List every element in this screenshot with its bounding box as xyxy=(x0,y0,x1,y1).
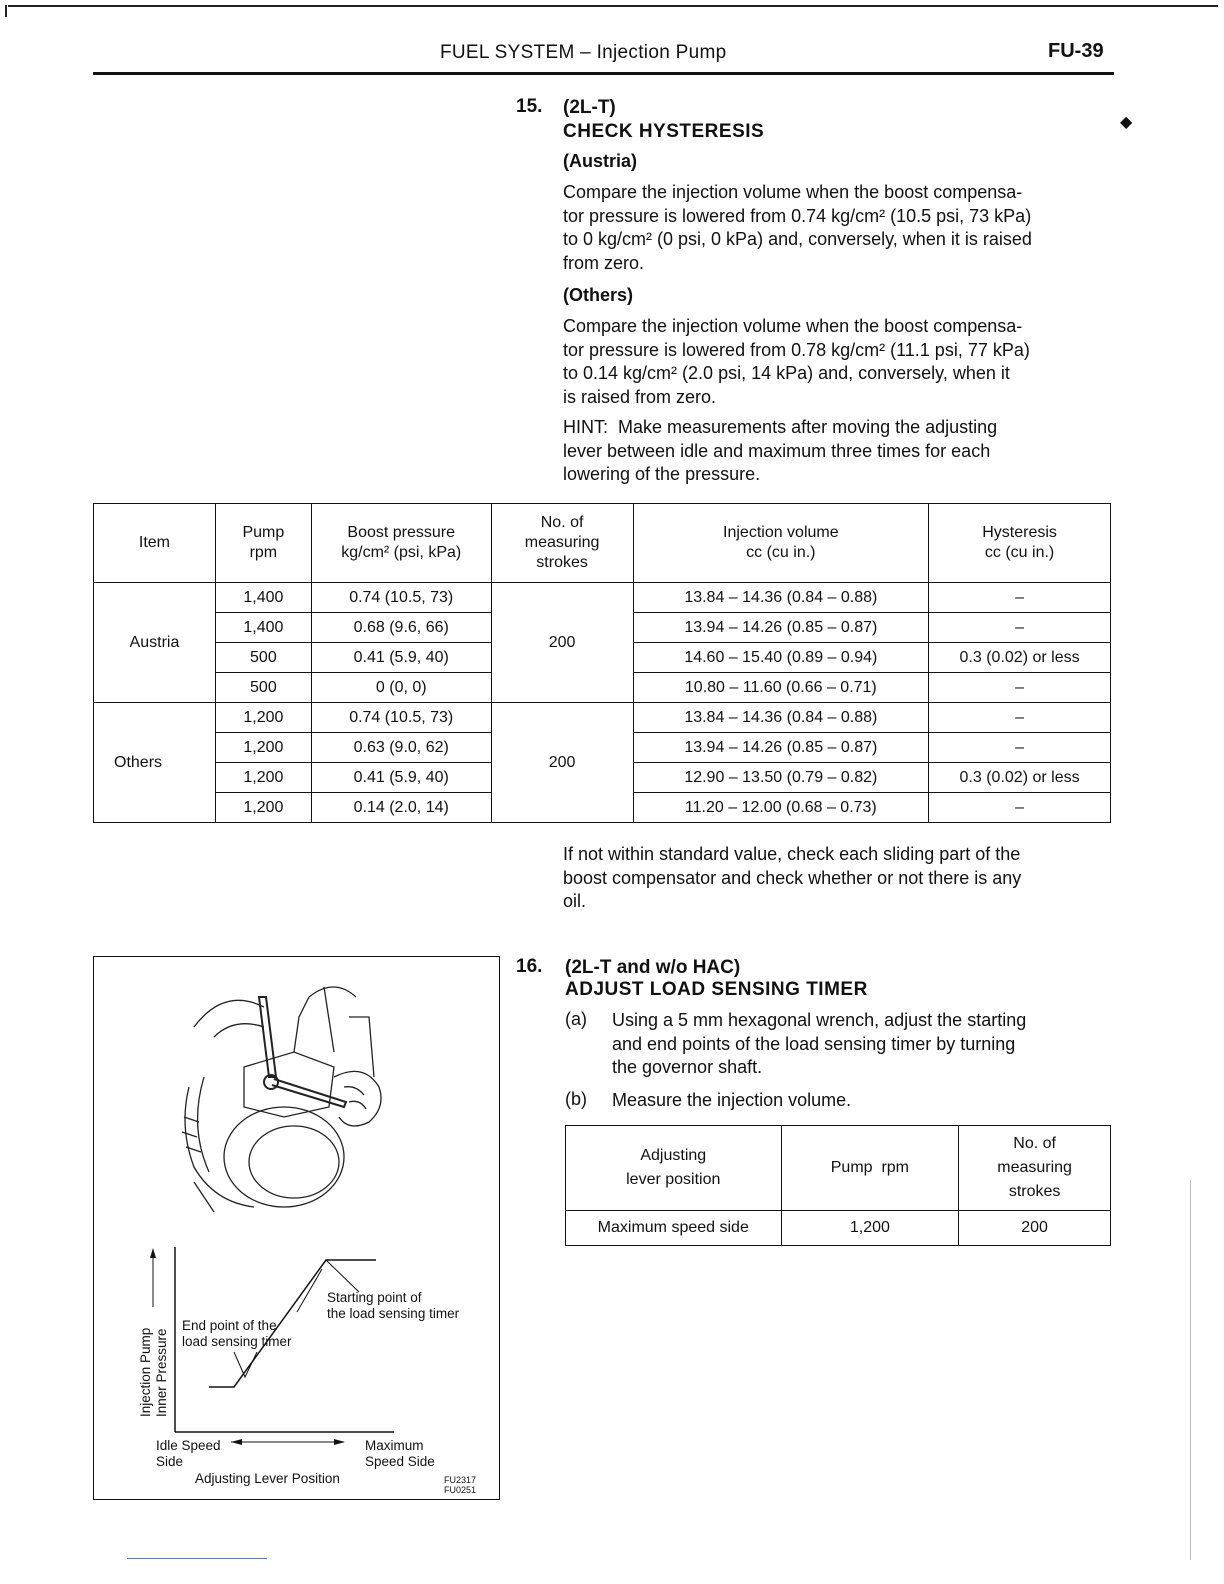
cell-boost: 0.74 (10.5, 73) xyxy=(311,583,491,613)
others-line-2: tor pressure is lowered from 0.78 kg/cm² (11.1 psi, 77 kPa) xyxy=(563,339,1030,360)
end-label-line-2: load sensing timer xyxy=(182,1334,292,1349)
note-line-2: boost compensator and check whether or not there is any xyxy=(563,867,1022,888)
header-strokes: No. of measuring strokes xyxy=(959,1126,1111,1211)
page-right-margin-line xyxy=(1190,1180,1191,1560)
figure-box xyxy=(93,956,500,1500)
cell-lever-position: Maximum speed side xyxy=(566,1211,782,1246)
cell-boost: 0 (0, 0) xyxy=(311,673,491,703)
cell-volume: 10.80 – 11.60 (0.66 – 0.71) xyxy=(633,673,929,703)
start-label-line-2: the load sensing timer xyxy=(327,1306,460,1321)
note-line-3: oil. xyxy=(563,891,587,911)
cell-rpm: 500 xyxy=(215,673,311,703)
header-item: Item xyxy=(94,504,216,583)
section15-title: CHECK HYSTERESIS xyxy=(563,121,765,142)
section16-title: ADJUST LOAD SENSING TIMER xyxy=(565,979,868,1000)
cell-boost: 0.41 (5.9, 40) xyxy=(311,763,491,793)
group-strokes-austria: 200 xyxy=(491,583,633,703)
x-axis-title: Adjusting Lever Position xyxy=(195,1471,340,1486)
hint-line-3: lowering of the pressure. xyxy=(563,464,761,484)
step-a-line-3: the governor shaft. xyxy=(612,1057,763,1077)
hint-line-1: HINT: Make measurements after moving the adjusting xyxy=(563,417,998,437)
figure-codes xyxy=(444,1475,476,1495)
x-left-label xyxy=(156,1438,221,1470)
hysteresis-table xyxy=(93,503,1111,823)
x-right-line-1: Maximum xyxy=(365,1438,424,1453)
others-paragraph xyxy=(563,315,1109,409)
header-pump-rpm: Pump rpm xyxy=(215,504,311,583)
cell-rpm: 1,400 xyxy=(215,583,311,613)
step-b-label: (b) xyxy=(565,1089,587,1109)
table-header-row xyxy=(566,1126,1111,1211)
header-strokes: No. of measuring strokes xyxy=(491,504,633,583)
step-b-text xyxy=(612,1089,1110,1113)
wrench-illustration xyxy=(94,957,501,1227)
austria-label: (Austria) xyxy=(563,151,638,171)
figure-code-1: FU2317 xyxy=(444,1475,477,1485)
cell-boost: 0.14 (2.0, 14) xyxy=(311,793,491,823)
table-row xyxy=(94,703,1111,733)
note-line-1: If not within standard value, check each sliding part of the xyxy=(563,844,1021,864)
cell-hysteresis: 0.3 (0.02) or less xyxy=(929,643,1111,673)
cell-volume: 12.90 – 13.50 (0.79 – 0.82) xyxy=(633,763,929,793)
cell-rpm: 1,200 xyxy=(781,1211,959,1246)
cell-rpm: 1,200 xyxy=(215,763,311,793)
others-line-3: to 0.14 kg/cm² (2.0 psi, 14 kPa) and, conversely, when it xyxy=(563,363,1010,383)
page-corner-mark xyxy=(5,5,7,17)
others-line-4: is raised from zero. xyxy=(563,386,717,407)
cell-volume: 13.84 – 14.36 (0.84 – 0.88) xyxy=(633,583,929,613)
cell-hysteresis: – xyxy=(929,733,1111,763)
cell-boost: 0.68 (9.6, 66) xyxy=(311,613,491,643)
start-point-label xyxy=(327,1290,459,1322)
cell-hysteresis: 0.3 (0.02) or less xyxy=(929,763,1111,793)
step-b-line-1: Measure the injection volume. xyxy=(612,1090,852,1110)
x-right-line-2: Speed Side xyxy=(365,1454,435,1469)
cell-hysteresis: – xyxy=(929,673,1111,703)
step-a-line-2: and end points of the load sensing timer by turning xyxy=(612,1033,1016,1054)
header-title: FUEL SYSTEM – Injection Pump xyxy=(440,42,727,63)
austria-line-2: tor pressure is lowered from 0.74 kg/cm² (10.5 psi, 73 kPa) xyxy=(563,205,1032,226)
section16-model: (2L-T and w/o HAC) xyxy=(565,957,741,978)
group-strokes-others: 200 xyxy=(491,703,633,823)
x-left-line-1: Idle Speed xyxy=(156,1438,221,1453)
cell-volume: 11.20 – 12.00 (0.68 – 0.73) xyxy=(633,793,929,823)
austria-line-1: Compare the injection volume when the boost compensa- xyxy=(563,182,1023,202)
austria-line-4: from zero. xyxy=(563,252,645,273)
cell-hysteresis: – xyxy=(929,793,1111,823)
cell-rpm: 1,200 xyxy=(215,733,311,763)
note-paragraph xyxy=(563,843,1109,914)
cell-rpm: 1,400 xyxy=(215,613,311,643)
austria-line-3: to 0 kg/cm² (0 psi, 0 kPa) and, conversely, when it is raised xyxy=(563,229,1032,249)
cell-strokes: 200 xyxy=(959,1211,1111,1246)
cell-boost: 0.41 (5.9, 40) xyxy=(311,643,491,673)
page-arrow-mark: ◆ xyxy=(1120,114,1133,131)
cell-boost: 0.63 (9.0, 62) xyxy=(311,733,491,763)
x-right-label xyxy=(365,1438,435,1470)
figure-code-2: FU0251 xyxy=(444,1485,477,1495)
others-label: (Others) xyxy=(563,285,634,305)
header-boost-pressure: Boost pressure kg/cm² (psi, kPa) xyxy=(311,504,491,583)
table-header-row xyxy=(94,504,1111,583)
cell-boost: 0.74 (10.5, 73) xyxy=(311,703,491,733)
hint-line-2: lever between idle and maximum three times for each xyxy=(563,440,991,461)
table-row xyxy=(94,583,1111,613)
cell-hysteresis: – xyxy=(929,703,1111,733)
group-item-others: Others xyxy=(94,703,216,823)
step-a-text xyxy=(612,1009,1110,1080)
header-lever-position: Adjusting lever position xyxy=(566,1126,782,1211)
others-line-1: Compare the injection volume when the boost compensa- xyxy=(563,316,1023,336)
start-label-line-1: Starting point of xyxy=(327,1290,422,1305)
table-row xyxy=(566,1211,1111,1246)
austria-paragraph xyxy=(563,181,1109,275)
cell-volume: 13.84 – 14.36 (0.84 – 0.88) xyxy=(633,703,929,733)
page-number: FU-39 xyxy=(1048,40,1104,62)
cell-volume: 14.60 – 15.40 (0.89 – 0.94) xyxy=(633,643,929,673)
cell-rpm: 500 xyxy=(215,643,311,673)
hint-paragraph xyxy=(563,416,1109,487)
header-injection-volume: Injection volume cc (cu in.) xyxy=(633,504,929,583)
scan-mark-line xyxy=(127,1558,267,1559)
step-a-line-1: Using a 5 mm hexagonal wrench, adjust the starting xyxy=(612,1010,1027,1030)
page-top-border xyxy=(8,5,1218,7)
header-hysteresis: Hysteresis cc (cu in.) xyxy=(929,504,1111,583)
cell-volume: 13.94 – 14.26 (0.85 – 0.87) xyxy=(633,733,929,763)
cell-hysteresis: – xyxy=(929,583,1111,613)
end-label-line-1: End point of the xyxy=(182,1318,277,1333)
cell-hysteresis: – xyxy=(929,613,1111,643)
header-pump-rpm: Pump rpm xyxy=(781,1126,959,1211)
section15-number: 15. xyxy=(516,96,543,117)
step-a-label: (a) xyxy=(565,1009,587,1029)
cell-rpm: 1,200 xyxy=(215,793,311,823)
lever-position-table xyxy=(565,1125,1111,1246)
section16-number: 16. xyxy=(516,956,543,977)
x-left-line-2: Side xyxy=(156,1454,184,1469)
section15-model: (2L-T) xyxy=(563,97,616,118)
y-axis-label xyxy=(138,1297,170,1417)
end-point-label xyxy=(182,1318,292,1350)
cell-rpm: 1,200 xyxy=(215,703,311,733)
cell-volume: 13.94 – 14.26 (0.85 – 0.87) xyxy=(633,613,929,643)
y-axis-line-2: Inner Pressure xyxy=(154,1328,169,1417)
group-item-austria: Austria xyxy=(94,583,216,703)
header-rule xyxy=(93,72,1114,75)
y-axis-line-1: Injection Pump xyxy=(138,1327,153,1417)
